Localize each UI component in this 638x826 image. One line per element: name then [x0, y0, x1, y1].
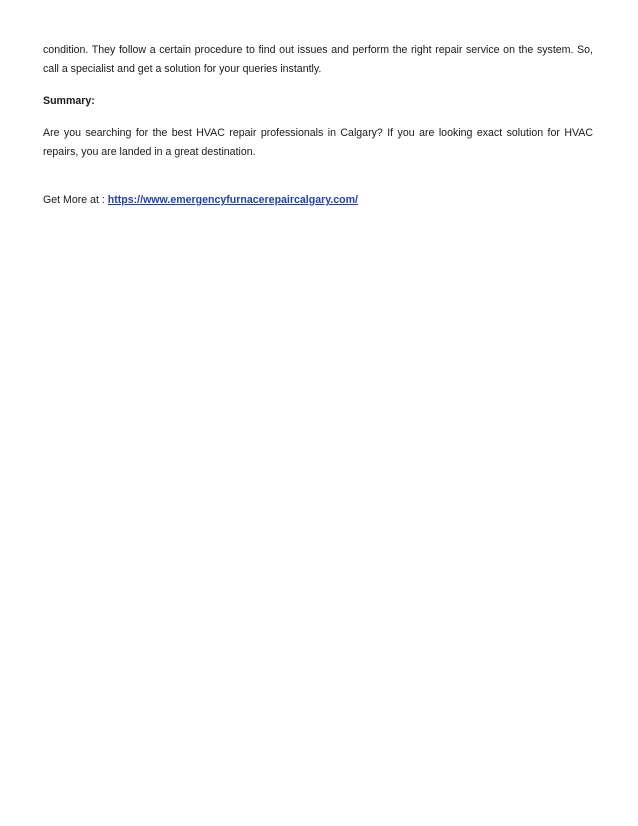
summary-heading: Summary: — [43, 95, 95, 107]
summary-paragraph: Are you searching for the best HVAC repair professionals in Calgary? If you are looking exact solution for HVAC repairs, you are landed in a great destination. — [43, 127, 593, 158]
footer-line — [43, 191, 593, 210]
intro-paragraph: condition. They follow a certain procedure to find out issues and perform the right repair service on the system. So, call a specialist and get a solution for your queries instantly. — [43, 44, 593, 75]
footer-label: Get More at : — [43, 194, 108, 206]
document-body — [43, 41, 593, 210]
website-link[interactable]: https://www.emergencyfurnacerepaircalgary.com/ — [107, 194, 358, 206]
